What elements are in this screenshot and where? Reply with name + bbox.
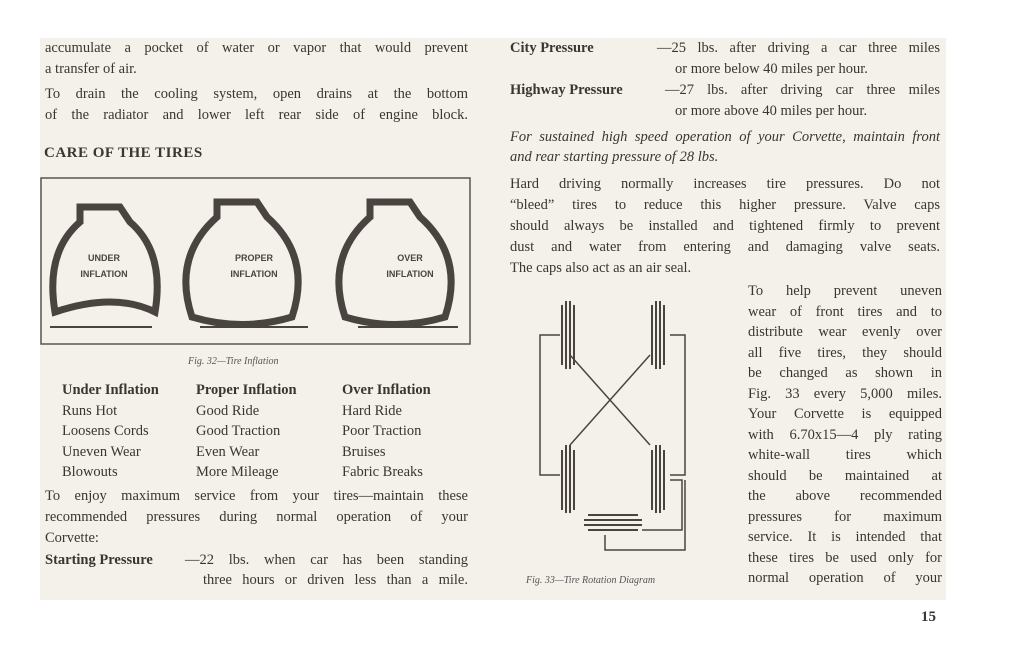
text-line: all five tires, they should [748,344,942,361]
city-pressure-label: City Pressure [510,40,594,56]
text-line: —27 lbs. after driving car three miles [665,82,940,98]
text-line: with 6.70x15—4 ply rating [748,426,942,443]
cell: Fabric Breaks [342,464,423,480]
over-inflation-label: OVER [397,253,423,263]
table-header [62,380,431,401]
tire-rotation-diagram [530,295,700,565]
inflation-table [62,380,431,483]
cell: Runs Hot [62,402,118,419]
text-line: accumulate a pocket of water or vapor that would prevent [45,40,468,56]
cell: Good Traction [196,423,281,439]
text-line: Hard driving normally increases tire pressures. Do not [510,176,940,192]
fig32-caption: Fig. 32—Tire Inflation [188,356,279,367]
text-line: the above recommended [748,488,942,504]
text-line: recommended pressures during normal operation of your [45,509,468,525]
cell: Even Wear [196,443,260,460]
text-line: To help prevent uneven [748,283,942,299]
text-line: should always be installed and tightened firmly to prevent [510,218,940,234]
text-line: —25 lbs. after driving a car three miles [657,40,940,56]
text-line: To drain the cooling system, open drains at the bottom [45,86,468,102]
cell: Blowouts [62,464,118,480]
text-line: pressures for maximum [748,508,942,525]
text-line: normal operation of your [748,570,942,586]
text-line: Corvette: [45,530,99,546]
text-line: Fig. 33 every 5,000 miles. [748,385,942,402]
table-row [62,442,431,463]
italic-note: and rear starting pressure of 28 lbs. [510,149,719,165]
table-row [62,421,431,442]
over-inflation-label-2: INFLATION [386,269,434,279]
section-heading: CARE OF THE TIRES [44,145,203,161]
highway-pressure-label: Highway Pressure [510,82,623,98]
cell: Loosens Cords [62,423,149,439]
text-line: “bleed” tires to reduce this higher pressure. Valve caps [510,197,940,213]
cell: Bruises [342,443,386,460]
cell: More Mileage [196,464,279,480]
text-line: a transfer of air. [45,61,137,77]
cell: Hard Ride [342,402,402,419]
text-line: The caps also act as an air seal. [510,260,692,276]
page-number: 15 [921,609,936,625]
table-row [62,401,431,422]
text-line: be changed as shown in [748,365,942,381]
header-proper: Proper Inflation [196,382,297,398]
text-line: wear of front tires and to [748,303,942,320]
text-line: Your Corvette is equipped [748,406,942,422]
under-inflation-label-2: INFLATION [80,269,128,279]
text-line: dust and water from entering and damaging valve seats. [510,239,940,255]
fig33-caption: Fig. 33—Tire Rotation Diagram [526,575,656,586]
header-over: Over Inflation [342,382,431,398]
text-line: —22 lbs. when car has been standing [185,552,468,568]
text-line: or more below 40 miles per hour. [675,61,868,77]
cell: Poor Traction [342,423,422,439]
proper-inflation-label: PROPER [234,253,274,263]
cell: Uneven Wear [62,443,141,460]
tire-inflation-figure [40,177,472,347]
text-line: white-wall tires which [748,447,942,463]
text-line: distribute wear evenly over [748,324,942,340]
text-line: these tires be used only for [748,549,942,566]
under-inflation-label: UNDER [87,253,121,263]
text-line: or more above 40 miles per hour. [675,103,868,119]
text-line: service. It is intended that [748,529,942,545]
text-line: should be maintained at [748,467,942,484]
cell: Good Ride [196,402,260,419]
starting-pressure-label: Starting Pressure [45,552,153,568]
header-under: Under Inflation [62,382,159,398]
text-line: three hours or driven less than a mile. [203,572,468,588]
table-row [62,462,431,483]
text-line: of the radiator and lower left rear side of engine block. [45,107,468,123]
proper-inflation-label-2: INFLATION [230,269,278,279]
text-line: To enjoy maximum service from your tires—maintain these [45,488,468,504]
italic-note: For sustained high speed operation of your Corvette, maintain front [510,129,940,145]
